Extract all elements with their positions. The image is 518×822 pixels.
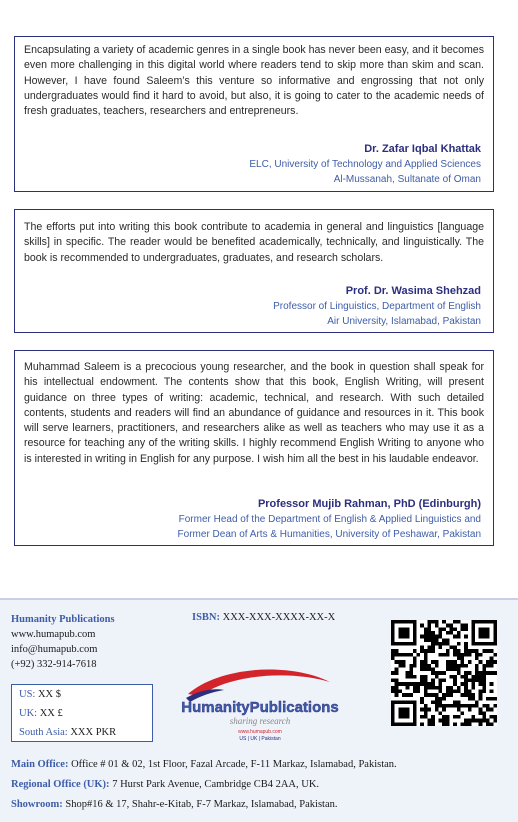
office-address: Office # 01 & 02, 1st Floor, Fazal Arcade, F-11 Markaz, Islamabad, Pakistan. — [71, 759, 397, 770]
reviewer-location: Al-Mussanah, Sultanate of Oman — [333, 174, 481, 185]
publisher-email[interactable]: info@humapub.com — [11, 644, 98, 655]
publisher-logo — [180, 664, 340, 744]
office-showroom — [11, 795, 397, 815]
price-row-us — [12, 685, 152, 704]
reviewer-location: Former Dean of Arts & Humanities, University of Peshawar, Pakistan — [177, 529, 481, 540]
office-address: Shop#16 & 17, Shahr-e-Kitab, F-7 Markaz, Islamabad, Pakistan. — [65, 799, 338, 810]
testimonial-text: Muhammad Saleem is a precocious young researcher, and the book in question shall speak for his intellectual endowment. The contents show that this book, English Writing, will present guidance on three types of writing: academic, technical, and research. With such detailed contents, students and readers will find an abundance of guidance and resources in it. This book will serve learners, practitioners, and researchers alike as well as teachers who may use it as a resource for teaching any of the writing skills. I highly recommend English Writing to anyone who is interested in writing in English for any purpose. I wish him all the best in his laudable endeavor. — [24, 361, 484, 465]
logo-regions: US | UK | Pakistan — [239, 736, 281, 742]
testimonial-text: Encapsulating a variety of academic genres in a single book has never been easy, and it becomes even more challenging in this digital world where readers tend to skip more than skim and scan. However, I have found Saleem’s this venture so informative and engrossing that not only undergraduates would find it hard to avoid, but also, it is going to cater to the academic needs of fresh graduates, teachers, researchers and entrepreneurs. — [24, 44, 484, 118]
price-label: UK: — [19, 708, 38, 719]
office-regional-uk — [11, 775, 397, 795]
testimonial-box — [14, 350, 494, 546]
qr-code[interactable] — [391, 618, 497, 728]
testimonial-box — [14, 209, 494, 333]
publisher-phone: (+92) 332-914-7618 — [11, 659, 97, 670]
office-label: Showroom: — [11, 799, 63, 810]
reviewer-name: Prof. Dr. Wasima Shehzad — [345, 285, 481, 297]
publisher-website[interactable]: www.humapub.com — [11, 629, 96, 640]
footer-divider — [0, 598, 518, 600]
logo-brand: HumanityPublications — [181, 699, 339, 716]
reviewer-affiliation: Former Head of the Department of English & Applied Linguistics and — [178, 514, 481, 525]
price-row-south-asia — [12, 723, 152, 742]
reviewer-location: Air University, Islamabad, Pakistan — [327, 316, 481, 327]
logo-tagline: sharing research — [229, 716, 291, 726]
publisher-name: Humanity Publications — [11, 614, 115, 625]
price-label: South Asia: — [19, 727, 68, 738]
testimonial-signature — [273, 284, 481, 329]
price-row-uk — [12, 704, 152, 723]
testimonial-signature — [178, 497, 481, 542]
isbn-value: XXX-XXX-XXXX-XX-X — [222, 612, 336, 623]
reviewer-name: Professor Mujib Rahman, PhD (Edinburgh) — [257, 498, 481, 510]
isbn — [192, 612, 335, 623]
price-box — [11, 684, 153, 742]
price-value: XX £ — [39, 708, 63, 719]
logo-url: www.humapub.com — [238, 729, 282, 735]
testimonial-box — [14, 36, 494, 192]
isbn-label: ISBN: — [192, 612, 221, 623]
office-label: Main Office: — [11, 759, 69, 770]
office-label: Regional Office (UK): — [11, 779, 110, 790]
reviewer-affiliation: Professor of Linguistics, Department of English — [273, 301, 481, 312]
reviewer-affiliation: ELC, University of Technology and Applied Sciences — [249, 159, 481, 170]
testimonial-text: The efforts put into writing this book contribute to academia in general and linguistics [language skills] in specific. The reader would be benefited academically, technically, and linguistically. The book is recommended to undergraduates, graduates, and research scholars. — [24, 221, 484, 264]
price-value: XX $ — [37, 689, 62, 700]
office-address: 7 Hurst Park Avenue, Cambridge CB4 2AA, UK. — [112, 779, 320, 790]
office-main — [11, 755, 397, 775]
price-label: US: — [19, 689, 36, 700]
reviewer-name: Dr. Zafar Iqbal Khattak — [364, 143, 481, 155]
office-addresses — [11, 755, 397, 815]
testimonial-signature — [249, 142, 481, 187]
publisher-contact — [11, 612, 115, 672]
price-value: XXX PKR — [70, 727, 117, 738]
